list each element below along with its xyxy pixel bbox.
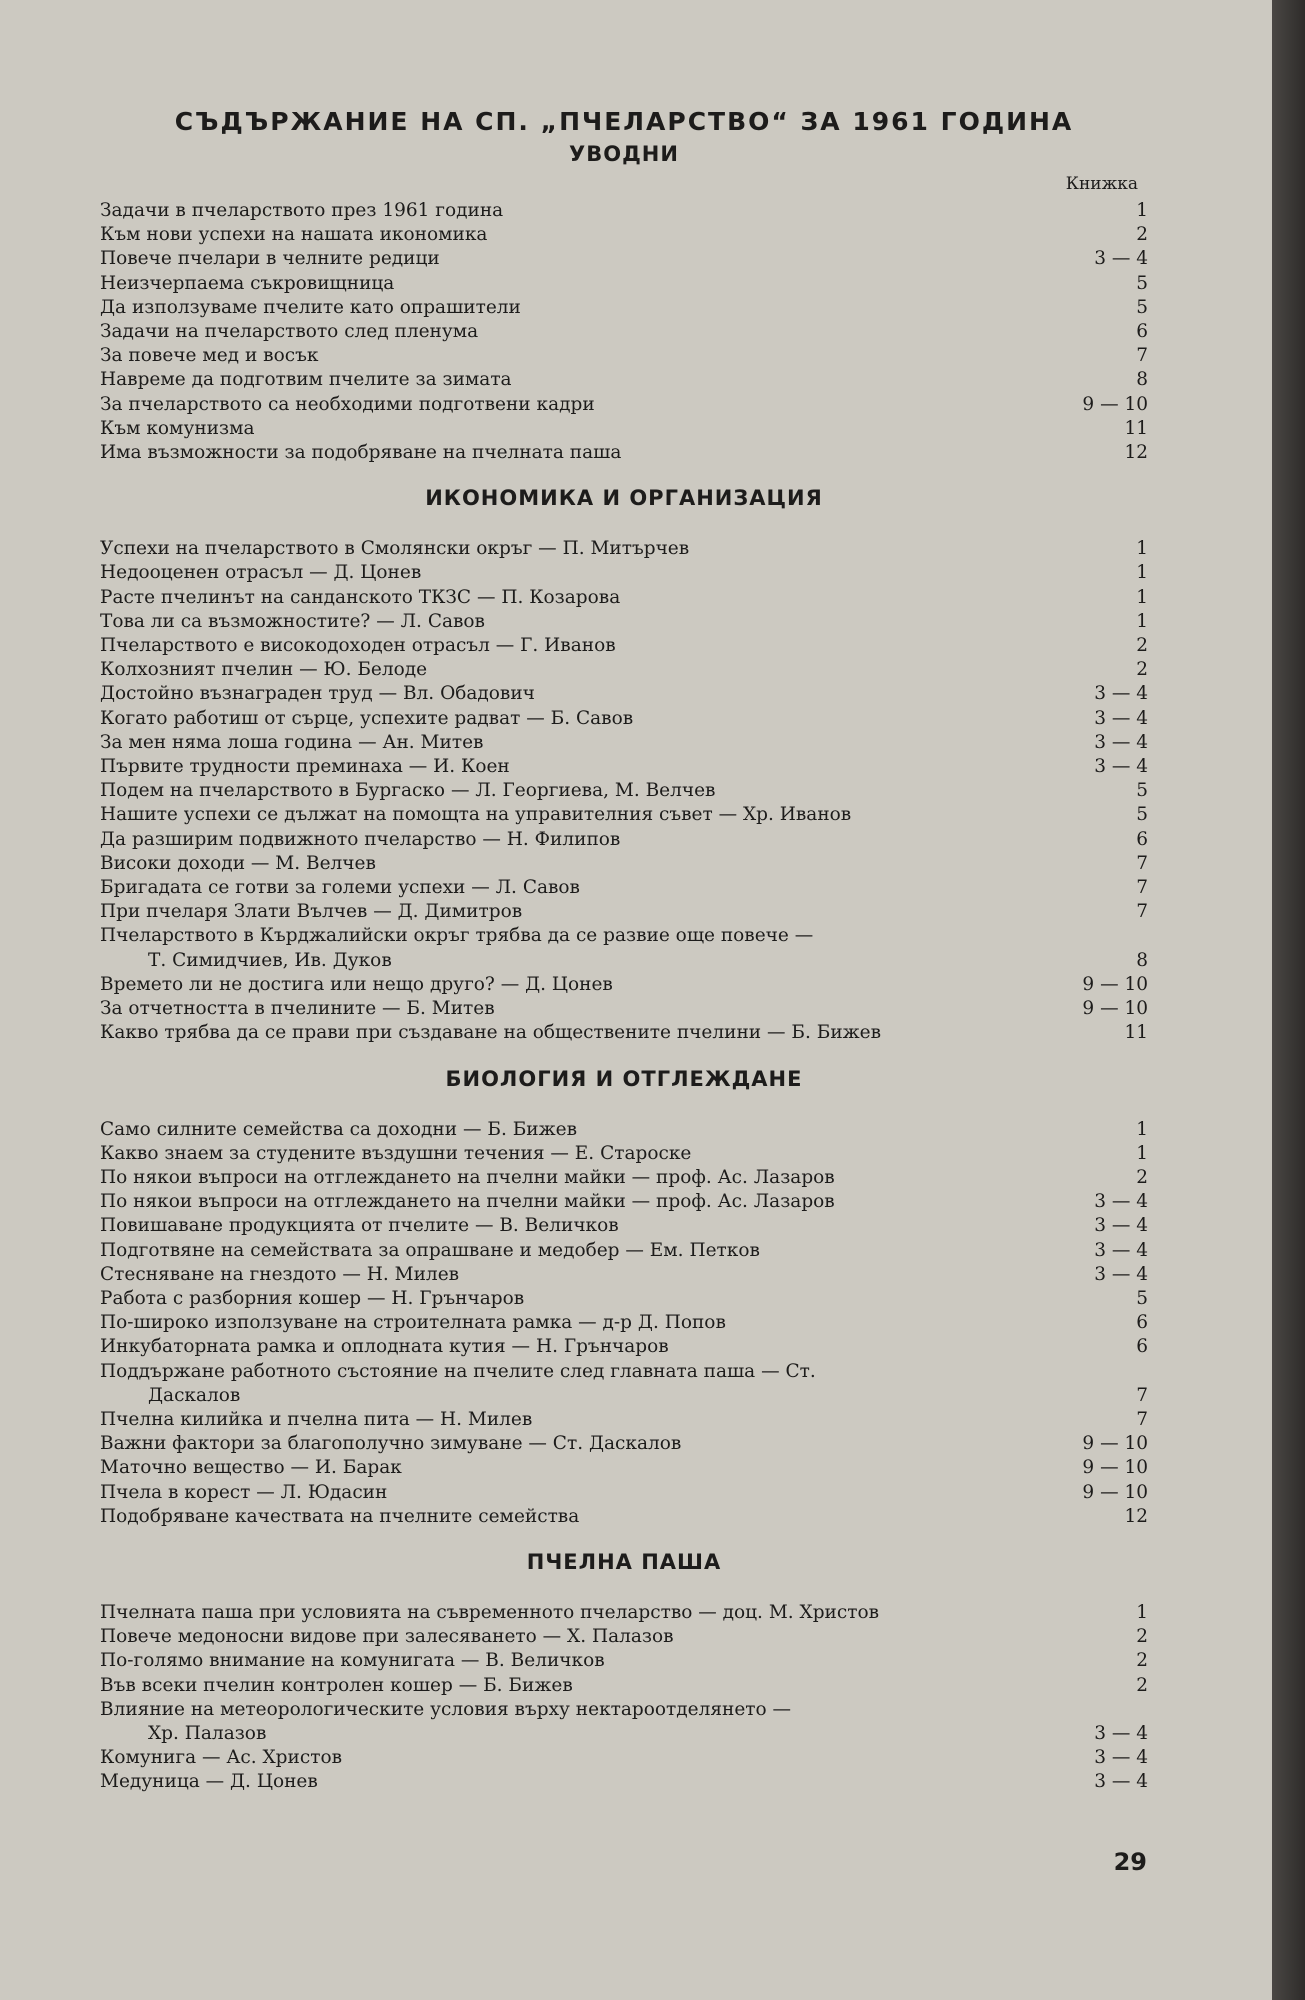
entry-title: Недооценен отрасъл — Д. Цонев <box>100 562 422 584</box>
entry-title: Това ли са възможностите? — Л. Савов <box>100 610 485 632</box>
entry-issue-number: 12 <box>1124 1505 1148 1527</box>
entry-title: По някои въпроси на отглеждането на пчелни майки — проф. Ас. Лазаров <box>100 1191 835 1213</box>
entry-issue-number: 3 — 4 <box>1094 1215 1148 1237</box>
entry-title-block <box>100 779 1048 803</box>
entry-title-block <box>100 997 1048 1021</box>
entry-issue-number: 3 — 4 <box>1094 756 1148 778</box>
entry-issue-number: 7 <box>1136 901 1148 923</box>
entry-title-block <box>100 900 1048 924</box>
list-item <box>100 561 1148 585</box>
entry-title: Времето ли не достига или нещо друго? — Д. Цонев <box>100 973 613 995</box>
entry-issue-number: 9 — 10 <box>1082 1433 1148 1455</box>
entry-issue-number: 9 — 10 <box>1082 1481 1148 1503</box>
entry-title: Пчела в корест — Л. Юдасин <box>100 1481 388 1503</box>
entry-title: Навреме да подготвим пчелите за зимата <box>100 369 512 391</box>
entry-title: Инкубаторната рамка и оплодната кутия — Н. Грънчаров <box>100 1336 669 1358</box>
entry-title: Успехи на пчеларството в Смолянски окръг — П. Митърчев <box>100 538 690 560</box>
list-item <box>100 828 1148 852</box>
entry-title-block <box>100 1601 1048 1625</box>
entry-title-block <box>100 1190 1048 1214</box>
section-heading: ПЧЕЛНА ПАША <box>526 1549 722 1574</box>
list-item <box>100 1505 1148 1529</box>
entry-title-block <box>100 272 1048 296</box>
list-item <box>100 1698 1148 1746</box>
entry-title: Към нови успехи на нашата икономика <box>100 224 488 246</box>
entry-title-block <box>100 1021 1048 1045</box>
page-number: 29 <box>1113 1848 1147 1876</box>
entry-title-block <box>100 1118 1048 1142</box>
entry-title: За пчеларството са необходими подготвени кадри <box>100 393 595 415</box>
entry-issue-number: 12 <box>1124 442 1148 464</box>
entry-title-block <box>100 1481 1048 1505</box>
entry-issue-number: 6 <box>1136 1312 1148 1334</box>
list-item <box>100 1142 1148 1166</box>
entry-issue-number: 3 — 4 <box>1094 248 1148 270</box>
list-item <box>100 441 1148 465</box>
entry-issue-number: 2 <box>1136 1166 1148 1188</box>
entry-issue-number: 2 <box>1136 1626 1148 1648</box>
entry-issue-number: 3 — 4 <box>1094 1263 1148 1285</box>
list-item <box>100 658 1148 682</box>
entry-title: За повече мед и восък <box>100 345 319 367</box>
entry-title: За мен няма лоша година — Ан. Митев <box>100 731 484 753</box>
entry-issue-number: 3 — 4 <box>1094 731 1148 753</box>
entry-issue-number: 11 <box>1124 1022 1148 1044</box>
list-item <box>100 1601 1148 1625</box>
list-item <box>100 997 1148 1021</box>
entry-title: Неизчерпаема съкровищница <box>100 272 395 294</box>
list-item <box>100 368 1148 392</box>
entry-issue-number: 5 <box>1136 804 1148 826</box>
entry-issue-number: 7 <box>1136 877 1148 899</box>
table-of-contents <box>100 105 1148 1795</box>
list-item <box>100 1190 1148 1214</box>
list-item <box>100 1674 1148 1698</box>
entry-title: Пчеларството в Кърджалийски окръг трябва да се развие още повече — <box>100 925 814 947</box>
list-item <box>100 1021 1148 1045</box>
entry-title-block <box>100 368 1048 392</box>
entry-title-block <box>100 223 1048 247</box>
entry-title: Задачи в пчеларството през 1961 година <box>100 200 504 221</box>
entry-issue-number: 2 <box>1136 224 1148 246</box>
entry-issue-number: 7 <box>1136 1408 1148 1430</box>
list-item <box>100 731 1148 755</box>
entry-title: Пчелна килийка и пчелна пита — Н. Милев <box>100 1408 533 1430</box>
entry-title: По-широко използуване на строителната рамка — д-р Д. Попов <box>100 1312 726 1334</box>
list-item <box>100 247 1148 271</box>
list-item <box>100 779 1148 803</box>
entry-issue-number: 5 <box>1136 780 1148 802</box>
list-item <box>100 417 1148 441</box>
list-item <box>100 199 1148 223</box>
sections-container <box>100 139 1148 1795</box>
entry-title: Пчеларството е високодоходен отрасъл — Г. Иванов <box>100 635 616 657</box>
list-item <box>100 973 1148 997</box>
entry-issue-number: 1 <box>1136 200 1148 221</box>
entry-issue-number: 1 <box>1136 586 1148 608</box>
list-item <box>100 1263 1148 1287</box>
entry-issue-number: 3 — 4 <box>1094 1239 1148 1261</box>
entry-title: Влияние на метеорологическите условия върху нектароотделянето — <box>100 1698 792 1720</box>
list-item <box>100 296 1148 320</box>
entry-title: Повишаване продукцията от пчелите — В. Величков <box>100 1215 619 1237</box>
entry-issue-number: 5 <box>1136 272 1148 294</box>
list-item <box>100 272 1148 296</box>
entry-title-block <box>100 199 1048 223</box>
list-item <box>100 1360 1148 1408</box>
entry-issue-number: 7 <box>1136 1384 1148 1406</box>
entry-title: Повече пчелари в челните редици <box>100 248 440 270</box>
entry-title-block <box>100 1432 1048 1456</box>
entry-title: Работа с разборния кошер — Н. Грънчаров <box>100 1287 525 1309</box>
entry-title-block <box>100 247 1048 271</box>
entry-title-block <box>100 537 1048 561</box>
section <box>100 483 1148 1045</box>
entry-title-block <box>100 1311 1048 1335</box>
entry-issue-number: 3 — 4 <box>1094 1747 1148 1769</box>
entry-issue-number: 1 <box>1136 562 1148 584</box>
entry-title-block <box>100 1142 1048 1166</box>
entry-title: Само силните семейства са доходни — Б. Бижев <box>100 1118 578 1140</box>
entry-list <box>100 1118 1148 1529</box>
entry-title: Повече медоносни видове при залесяването — Х. Палазов <box>100 1626 674 1648</box>
list-item <box>100 1746 1148 1770</box>
entry-title-block <box>100 658 1048 682</box>
entry-title: Поддържане работното състояние на пчелите след главната паша — Ст. <box>100 1360 816 1382</box>
entry-title-block <box>100 610 1048 634</box>
entry-issue-number: 9 — 10 <box>1082 998 1148 1020</box>
list-item <box>100 610 1148 634</box>
entry-issue-number: 2 <box>1136 659 1148 681</box>
entry-title-block <box>100 755 1048 779</box>
entry-title: По някои въпроси на отглеждането на пчелни майки — проф. Ас. Лазаров <box>100 1166 835 1188</box>
entry-title-block <box>100 1239 1048 1263</box>
entry-title-block <box>100 393 1048 417</box>
list-item <box>100 1335 1148 1359</box>
list-item <box>100 707 1148 731</box>
section <box>100 1547 1148 1795</box>
list-item <box>100 1481 1148 1505</box>
entry-title-block <box>100 1335 1048 1359</box>
list-item <box>100 682 1148 706</box>
entry-title: Медуница — Д. Цонев <box>100 1771 318 1793</box>
entry-issue-number: 5 <box>1136 296 1148 318</box>
entry-title-continuation: Хр. Палазов <box>148 1722 267 1744</box>
entry-issue-number: 11 <box>1124 417 1148 439</box>
list-item <box>100 1311 1148 1335</box>
entry-title: Расте пчелинът на санданското ТКЗС — П. Козарова <box>100 586 621 608</box>
page-edge <box>1272 0 1305 2000</box>
entry-title-block <box>100 1360 1048 1408</box>
entry-title: Да използуваме пчелите като опрашители <box>100 296 521 318</box>
entry-title: За отчетността в пчелините — Б. Митев <box>100 998 495 1020</box>
list-item <box>100 1625 1148 1649</box>
entry-title: При пчеларя Злати Вълчев — Д. Димитров <box>100 901 523 923</box>
entry-issue-number: 8 <box>1136 369 1148 391</box>
section <box>100 139 1148 465</box>
entry-list <box>100 199 1148 465</box>
entry-title: Когато работиш от сърце, успехите радват — Б. Савов <box>100 707 634 729</box>
entry-issue-number: 9 — 10 <box>1082 1457 1148 1479</box>
entry-title-block <box>100 803 1048 827</box>
entry-title-block <box>100 344 1048 368</box>
list-item <box>100 1770 1148 1794</box>
list-item <box>100 1456 1148 1480</box>
list-item <box>100 1118 1148 1142</box>
entry-issue-number: 5 <box>1136 1287 1148 1309</box>
entry-title: Бригадата се готви за големи успехи — Л. Савов <box>100 877 580 899</box>
entry-title: Какво трябва да се прави при създаване на обществените пчелини — Б. Бижев <box>100 1022 882 1044</box>
entry-title: Комунига — Ас. Христов <box>100 1747 342 1769</box>
entry-title-continuation: Т. Симидчиев, Ив. Дуков <box>148 949 392 971</box>
entry-title-block <box>100 320 1048 344</box>
entry-title: Подготвяне на семействата за опрашване и медобер — Ем. Петков <box>100 1239 760 1261</box>
list-item <box>100 900 1148 924</box>
entry-title-block <box>100 296 1048 320</box>
entry-title-block <box>100 924 1048 972</box>
entry-title-block <box>100 707 1048 731</box>
entry-issue-number: 7 <box>1136 345 1148 367</box>
entry-title: Стесняване на гнездото — Н. Милев <box>100 1263 460 1285</box>
list-item <box>100 1166 1148 1190</box>
entry-title: Високи доходи — М. Велчев <box>100 852 376 874</box>
section-heading: УВОДНИ <box>569 142 679 166</box>
entry-list <box>100 537 1148 1045</box>
list-item <box>100 1408 1148 1432</box>
list-item <box>100 803 1148 827</box>
entry-title: Колхозният пчелин — Ю. Белоде <box>100 659 428 681</box>
entry-issue-number: 3 — 4 <box>1094 1722 1148 1744</box>
list-item <box>100 1287 1148 1311</box>
document-title: СЪДЪРЖАНИЕ НА СП. „ПЧЕЛАРСТВО“ ЗА 1961 ГОДИНА <box>174 107 1074 136</box>
entry-title-block <box>100 1674 1048 1698</box>
entry-title-block <box>100 1505 1048 1529</box>
entry-title: Важни фактори за благополучно зимуване — Ст. Даскалов <box>100 1433 682 1455</box>
entry-title: Маточно вещество — И. Барак <box>100 1457 402 1479</box>
entry-title: Първите трудности преминаха — И. Коен <box>100 756 510 778</box>
section-heading: БИОЛОГИЯ И ОТГЛЕЖДАНЕ <box>445 1066 803 1091</box>
entry-title-block <box>100 417 1048 441</box>
list-item <box>100 1214 1148 1238</box>
entry-issue-number: 1 <box>1136 1142 1148 1164</box>
list-item <box>100 755 1148 779</box>
entry-title-block <box>100 876 1048 900</box>
list-item <box>100 634 1148 658</box>
entry-title-block <box>100 1746 1048 1770</box>
entry-issue-number: 9 — 10 <box>1082 973 1148 995</box>
list-item <box>100 924 1148 972</box>
entry-issue-number: 9 — 10 <box>1082 393 1148 415</box>
entry-title-block <box>100 634 1048 658</box>
entry-issue-number: 3 — 4 <box>1094 1771 1148 1793</box>
list-item <box>100 393 1148 417</box>
entry-title-block <box>100 1408 1048 1432</box>
entry-title-block <box>100 1698 1048 1746</box>
list-item <box>100 1432 1148 1456</box>
entry-title: Подем на пчеларството в Бургаско — Л. Георгиева, М. Велчев <box>100 780 716 802</box>
entry-title-block <box>100 1770 1048 1794</box>
entry-issue-number: 6 <box>1136 1336 1148 1358</box>
entry-title-block <box>100 973 1048 997</box>
entry-title-block <box>100 682 1048 706</box>
entry-issue-number: 1 <box>1136 1601 1148 1623</box>
entry-title-block <box>100 1214 1048 1238</box>
entry-title-block <box>100 441 1048 465</box>
entry-title-block <box>100 1263 1048 1287</box>
entry-title: Задачи на пчеларството след пленума <box>100 321 479 343</box>
entry-title: Подобряване качествата на пчелните семейства <box>100 1505 580 1527</box>
entry-title: Какво знаем за студените въздушни течения — Е. Староске <box>100 1142 692 1164</box>
issue-column-label: Книжка <box>1065 174 1138 194</box>
entry-issue-number: 2 <box>1136 635 1148 657</box>
list-item <box>100 876 1148 900</box>
entry-title: Във всеки пчелин контролен кошер — Б. Бижев <box>100 1674 573 1696</box>
list-item <box>100 320 1148 344</box>
list-item <box>100 1239 1148 1263</box>
entry-title-block <box>100 1287 1048 1311</box>
entry-issue-number: 3 — 4 <box>1094 683 1148 705</box>
entry-title: Да разширим подвижното пчеларство — Н. Филипов <box>100 828 621 850</box>
entry-title-block <box>100 852 1048 876</box>
entry-title-continuation: Даскалов <box>148 1384 241 1406</box>
section-heading: ИКОНОМИКА И ОРГАНИЗАЦИЯ <box>425 486 823 511</box>
entry-title: Към комунизма <box>100 417 255 439</box>
list-item <box>100 223 1148 247</box>
list-item <box>100 852 1148 876</box>
list-item <box>100 586 1148 610</box>
section <box>100 1064 1148 1529</box>
entry-issue-number: 1 <box>1136 1118 1148 1140</box>
entry-title: По-голямо внимание на комунигата — В. Величков <box>100 1650 605 1672</box>
list-item <box>100 344 1148 368</box>
entry-title-block <box>100 828 1048 852</box>
entry-issue-number: 1 <box>1136 610 1148 632</box>
entry-list <box>100 1601 1148 1795</box>
entry-title-block <box>100 561 1048 585</box>
entry-title: Пчелната паша при условията на съвременното пчеларство — доц. М. Христов <box>100 1601 880 1623</box>
entry-title: Достойно възнаграден труд — Вл. Обадович <box>100 683 535 705</box>
entry-issue-number: 8 <box>1136 949 1148 971</box>
list-item <box>100 537 1148 561</box>
entry-issue-number: 3 — 4 <box>1094 1191 1148 1213</box>
entry-title: Нашите успехи се дължат на помощта на управителния съвет — Хр. Иванов <box>100 804 852 826</box>
entry-title-block <box>100 586 1048 610</box>
entry-issue-number: 6 <box>1136 828 1148 850</box>
entry-title-block <box>100 731 1048 755</box>
entry-title-block <box>100 1649 1048 1673</box>
entry-title: Има възможности за подобряване на пчелната паша <box>100 442 622 464</box>
entry-issue-number: 1 <box>1136 538 1148 560</box>
entry-issue-number: 2 <box>1136 1650 1148 1672</box>
entry-issue-number: 3 — 4 <box>1094 707 1148 729</box>
entry-title-block <box>100 1625 1048 1649</box>
entry-issue-number: 7 <box>1136 852 1148 874</box>
entry-title-block <box>100 1166 1048 1190</box>
entry-title-block <box>100 1456 1048 1480</box>
list-item <box>100 1649 1148 1673</box>
entry-issue-number: 2 <box>1136 1674 1148 1696</box>
entry-issue-number: 6 <box>1136 321 1148 343</box>
